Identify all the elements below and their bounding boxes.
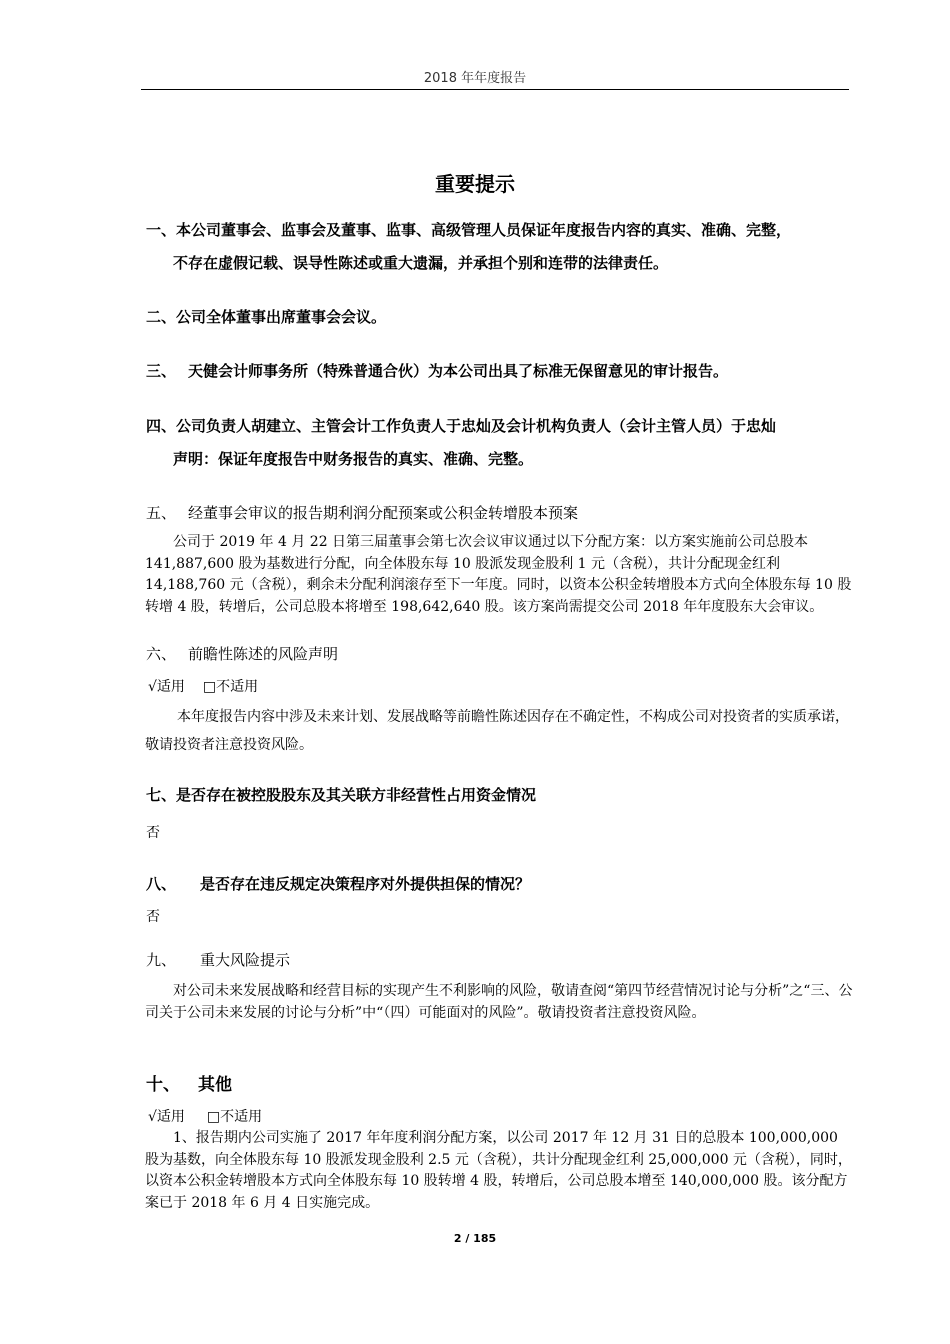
not-applicable-unchecked: □不适用 [202,679,259,695]
section-8-number: 八、 [146,875,177,893]
applicable-checked: √适用 [148,679,185,695]
section-2: 二、公司全体董事出席董事会会议。 [146,308,387,326]
section-1-line2: 不存在虚假记载、误导性陈述或重大遗漏，并承担个别和连带的法律责任。 [173,254,669,272]
section-9-body: 对公司未来发展战略和经营目标的实现产生不利影响的风险，敬请查阅“第四节经营情况讨论与分析”之“三、公司关于公司未来发展的讨论与分析”中“（四）可能面对的风险”。敬请投资者注意投资风险。 [145,983,853,1021]
section-10-number: 十、 [146,1075,180,1095]
section-10-body: 1、报告期内公司实施了 2017 年年度利润分配方案，以公司 2017 年 12 月 31 日的总股本 100,000,000 股为基数，向全体股东每 10 股派发现金股利 2.5 元（含税），共计分配现金红利 25,000,000 元（含税），同时，以资本公积金转增股本方式向全体股东每 10 股转增 4 股，转增后，公司总股本增至 140,000,000 股。该分配方案已于 2018 年 6 月 4 日实施完成。 [145,1130,852,1211]
section-3-number: 三、 [146,362,177,380]
section-6-number: 六、 [146,645,177,663]
section-5-number: 五、 [146,504,177,522]
section-9-heading [146,949,856,970]
section-4-line2: 声明：保证年度报告中财务报告的真实、准确、完整。 [173,450,534,468]
section-9-title: 重大风险提示 [200,951,291,969]
header-rule [141,89,849,90]
section-8-answer: 否 [146,909,160,925]
section-1-line1: 一、本公司董事会、监事会及董事、监事、高级管理人员保证年度报告内容的真实、准确、完整， [146,221,792,239]
section-6-applicability [148,676,258,696]
not-applicable-unchecked: □不适用 [206,1109,263,1125]
section-5-body: 公司于 2019 年 4 月 22 日第三届董事会第七次会议审议通过以下分配方案：以方案实施前公司总股本 141,887,600 股为基数进行分配，向全体股东每 10 股派发现金股利 1 元（含税），共计分配现金红利 14,188,760 元（含税），剩余未分配利润滚存至下一年度。同时，以资本公积金转增股本方式向全体股东每 10 股转增 4 股，转增后，公司总股本将增至 198,642,640 股。该方案尚需提交公司 2018 年年度股东大会审议。 [145,534,852,615]
section-9-number: 九、 [146,951,177,969]
section-10-heading [146,1070,856,1095]
section-8-title: 是否存在违反规定决策程序对外提供担保的情况？ [200,875,531,893]
running-header: 2018 年年度报告 [423,71,527,86]
section-10-title: 其他 [198,1075,232,1095]
section-6-heading [146,643,856,664]
section-6-title: 前瞻性陈述的风险声明 [188,645,339,663]
section-10-applicability [148,1106,262,1126]
section-5-heading [146,502,856,523]
section-7-title: 七、是否存在被控股股东及其关联方非经营性占用资金情况 [146,786,537,804]
section-6-body: 本年度报告内容中涉及未来计划、发展战略等前瞻性陈述因存在不确定性，不构成公司对投资者的实质承诺，敬请投资者注意投资风险。 [145,709,849,753]
section-3 [146,360,856,381]
section-5-title: 经董事会审议的报告期利润分配预案或公积金转增股本预案 [188,504,579,522]
section-4-line1: 四、公司负责人胡建立、主管会计工作负责人于忠灿及会计机构负责人（会计主管人员）于忠灿 [146,417,777,435]
section-3-text: 天健会计师事务所（特殊普通合伙）为本公司出具了标准无保留意见的审计报告。 [188,362,729,380]
page-title: 重要提示 [435,172,515,196]
page-number: 2 / 185 [453,1232,497,1245]
applicable-checked: √适用 [148,1109,185,1125]
section-8-heading [146,873,856,894]
section-7-answer: 否 [146,825,160,841]
